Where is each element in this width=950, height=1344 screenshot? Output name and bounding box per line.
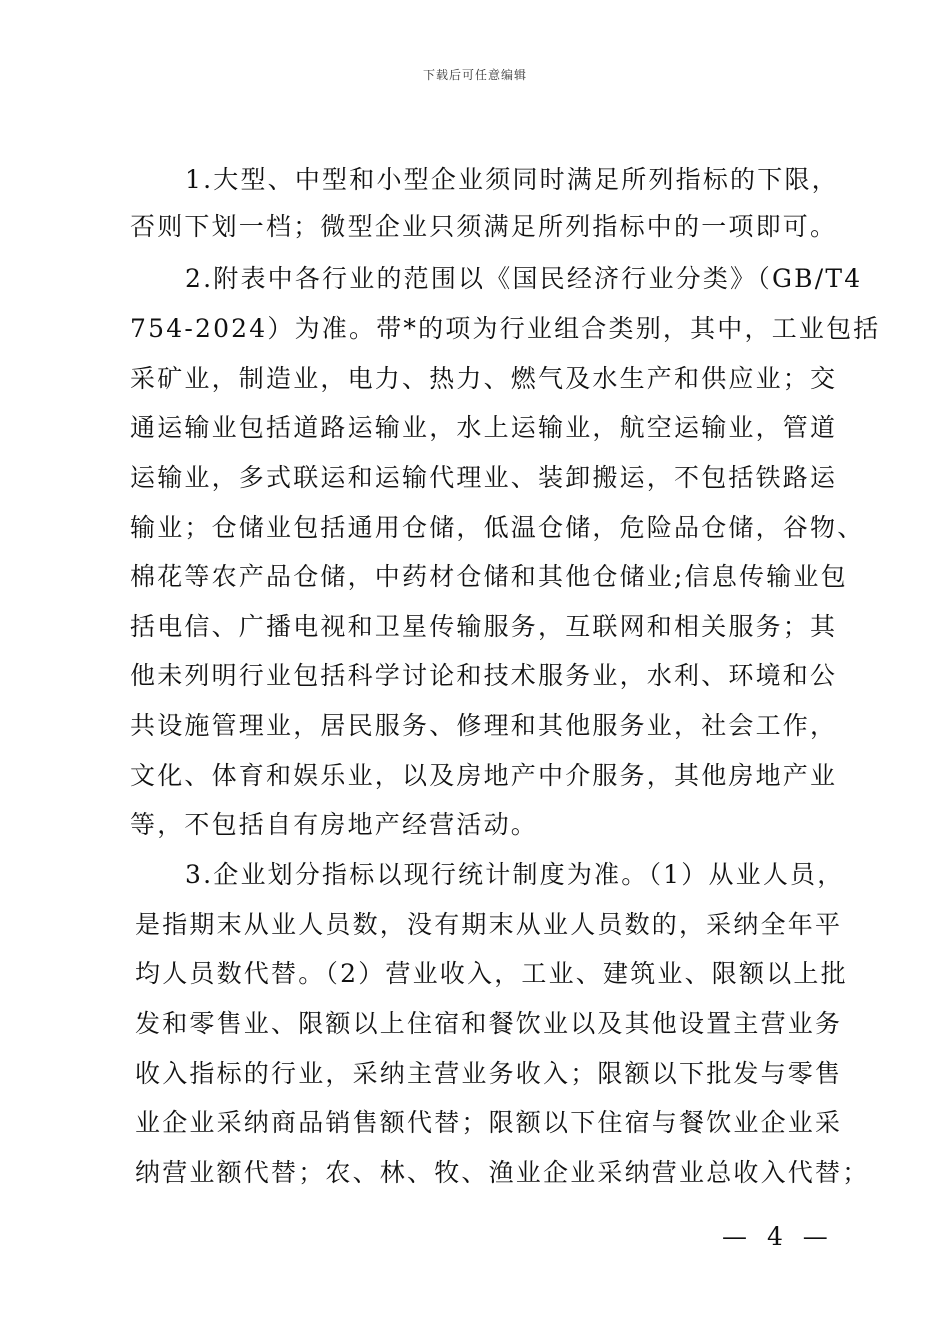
text-line: 他未列明行业包括科学讨论和技术服务业，水利、环境和公 [130,661,838,690]
text-line: 共设施管理业，居民服务、修理和其他服务业，社会工作， [130,711,838,740]
page-number: — 4 — [722,1222,834,1251]
text-line: 3.企业划分指标以现行统计制度为准。（1）从业人员， [185,860,845,889]
text-line: 1.大型、中型和小型企业须同时满足所列指标的下限， [185,165,839,194]
text-line: 采矿业，制造业，电力、热力、燃气及水生产和供应业；交 [130,364,838,393]
text-line: 否则下划一档；微型企业只须满足所列指标中的一项即可。 [130,212,838,241]
text-line: 发和零售业、限额以上住宿和餐饮业以及其他设置主营业务 [135,1009,843,1038]
text-line: 括电信、广播电视和卫星传输服务，互联网和相关服务；其 [130,612,838,641]
text-line: 等，不包括自有房地产经营活动。 [130,810,539,839]
text-line: 均人员数代替。（2）营业收入，工业、建筑业、限额以上批 [135,959,848,988]
text-line: 棉花等农产品仓储，中药材仓储和其他仓储业;信息传输业包 [130,562,848,591]
text-line: 754-2024）为准。带*的项为行业组合类别，其中，工业包括 [130,314,881,343]
text-line: 输业；仓储业包括通用仓储，低温仓储，危险品仓储，谷物、 [130,513,865,542]
text-line: 业企业采纳商品销售额代替；限额以下住宿与餐饮业企业采 [135,1108,843,1137]
page-header: 下载后可任意编辑 [422,68,527,82]
text-line: 运输业，多式联运和运输代理业、装卸搬运，不包括铁路运 [130,463,838,492]
text-line: 是指期末从业人员数，没有期末从业人员数的，采纳全年平 [135,910,843,939]
text-line: 收入指标的行业，采纳主营业务收入；限额以下批发与零售 [135,1059,843,1088]
text-line: 2.附表中各行业的范围以《国民经济行业分类》（GB/T4 [185,264,863,293]
text-line: 通运输业包括道路运输业，水上运输业，航空运输业，管道 [130,413,838,442]
text-line: 纳营业额代替；农、林、牧、渔业企业采纳营业总收入代替； [135,1158,870,1187]
text-line: 文化、体育和娱乐业，以及房地产中介服务，其他房地产业 [130,761,838,790]
